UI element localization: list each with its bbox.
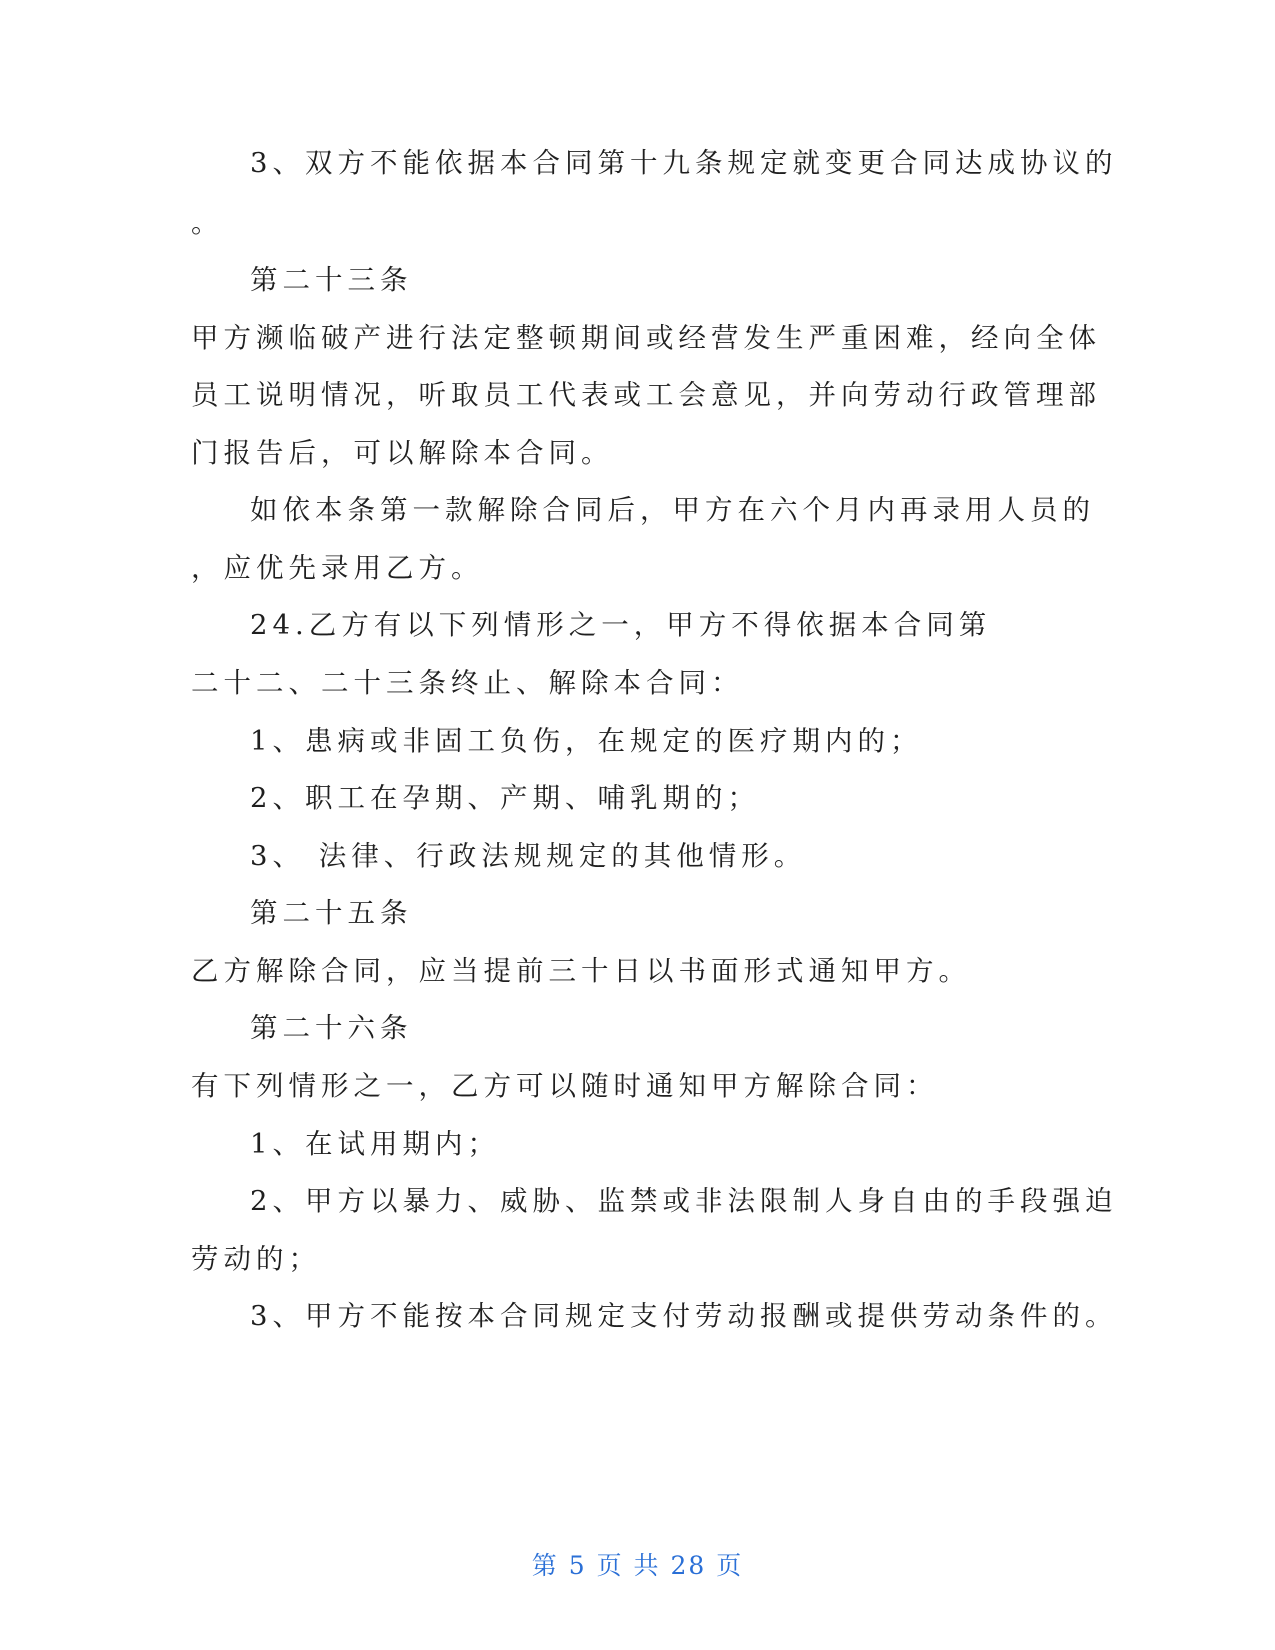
text-line: 劳动的；	[191, 1243, 321, 1275]
text-line: 有下列情形之一，乙方可以随时通知甲方解除合同：	[191, 1070, 939, 1102]
text-line: 门报告后，可以解除本合同。	[191, 437, 614, 469]
section-heading: 第二十六条	[250, 1012, 413, 1044]
list-item: 2、甲方以暴力、威胁、监禁或非法限制人身自由的手段强迫	[250, 1185, 1118, 1217]
text-line: 如依本条第一款解除合同后，甲方在六个月内再录用人员的	[250, 494, 1095, 526]
list-item: 2、职工在孕期、产期、哺乳期的；	[250, 782, 760, 814]
text-line: 员工说明情况，听取员工代表或工会意见，并向劳动行政管理部	[191, 379, 1101, 411]
list-item: 3、 法律、行政法规规定的其他情形。	[250, 840, 807, 872]
text-line: 二十二、二十三条终止、解除本合同：	[191, 667, 744, 699]
list-item: 1、患病或非固工负伤，在规定的医疗期内的；	[250, 725, 923, 757]
section-heading: 第二十三条	[250, 264, 413, 296]
list-item: 1、在试用期内；	[250, 1128, 500, 1160]
text-line: 乙方解除合同，应当提前三十日以书面形式通知甲方。	[191, 955, 971, 987]
text-line: 3、双方不能依据本合同第十九条规定就变更合同达成协议的	[250, 147, 1118, 179]
list-item: 3、甲方不能按本合同规定支付劳动报酬或提供劳动条件的。	[250, 1300, 1118, 1332]
section-heading: 第二十五条	[250, 897, 413, 929]
text-line: ，应优先录用乙方。	[191, 552, 484, 584]
page-number-footer: 第 5 页 共 28 页	[531, 1551, 744, 1580]
text-line: 甲方濒临破产进行法定整顿期间或经营发生严重困难，经向全体	[191, 322, 1101, 354]
text-line: 24.乙方有以下列情形之一，甲方不得依据本合同第	[250, 609, 992, 641]
text-line: 。	[191, 207, 224, 239]
